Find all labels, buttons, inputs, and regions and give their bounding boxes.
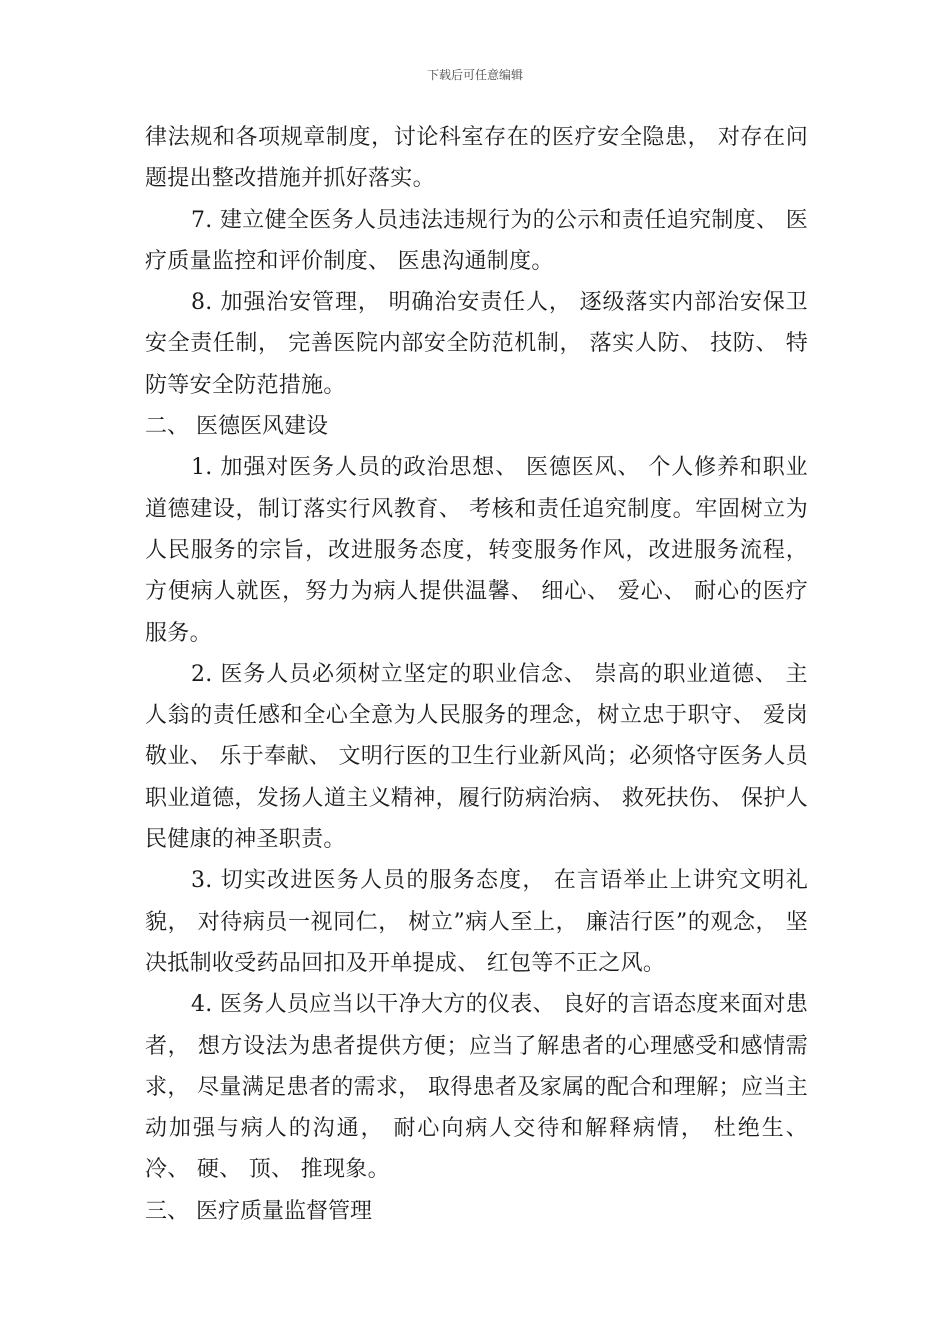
paragraph-section2-item-2: 2. 医务人员必须树立坚定的职业信念、 崇高的职业道德、 主人翁的责任感和全心全意为人民服务的理念，树立忠于职守、 爱岗敬业、 乐于奉献、 文明行医的卫生行业新风尚；必须恪守医务人员职业道德，发扬人道主义精神，履行防病治病、 救死扶伤、 保护人民健康的神圣职责。 bbox=[145, 661, 808, 853]
paragraph-section2-item-4: 4. 医务人员应当以干净大方的仪表、 良好的言语态度来面对患者， 想方设法为患者提供方便；应当了解患者的心理感受和感情需求， 尽量满足患者的需求， 取得患者及家属的配合和理解；应当主动加强与病人的沟通， 耐心向病人交待和解释病情， 杜绝生、 冷、 硬、 顶、 推现象。 bbox=[145, 992, 808, 1183]
section-heading-3: 三、 医疗质量监督管理 bbox=[145, 1198, 372, 1224]
paragraph-section2-item-3: 3. 切实改进医务人员的服务态度， 在言语举止上讲究文明礼貌， 对待病员一视同仁， 树立”病人至上， 廉洁行医”的观念， 坚决抵制收受药品回扣及开单提成、 红包等不正之风。 bbox=[145, 868, 808, 976]
page-header-note: 下载后可任意编辑 bbox=[426, 68, 523, 82]
paragraph-continuation: 律法规和各项规章制度，讨论科室存在的医疗安全隐患， 对存在问题提出整改措施并抓好落实。 bbox=[145, 125, 808, 192]
paragraph-item-7: 7. 建立健全医务人员违法违规行为的公示和责任追究制度、 医疗质量监控和评价制度、 医患沟通制度。 bbox=[145, 207, 808, 274]
paragraph-item-8: 8. 加强治安管理， 明确治安责任人， 逐级落实内部治安保卫安全责任制， 完善医院内部安全防范机制， 落实人防、 技防、 特防等安全防范措施。 bbox=[145, 290, 808, 398]
section-heading-2: 二、 医德医风建设 bbox=[145, 414, 328, 440]
document-body bbox=[145, 117, 808, 1232]
paragraph-section2-item-1: 1. 加强对医务人员的政治思想、 医德医风、 个人修养和职业道德建设，制订落实行风教育、 考核和责任追究制度。牢固树立为人民服务的宗旨，改进服务态度，转变服务作风，改进服务流程，方便病人就医，努力为病人提供温馨、 细心、 爱心、 耐心的医疗服务。 bbox=[145, 455, 808, 646]
